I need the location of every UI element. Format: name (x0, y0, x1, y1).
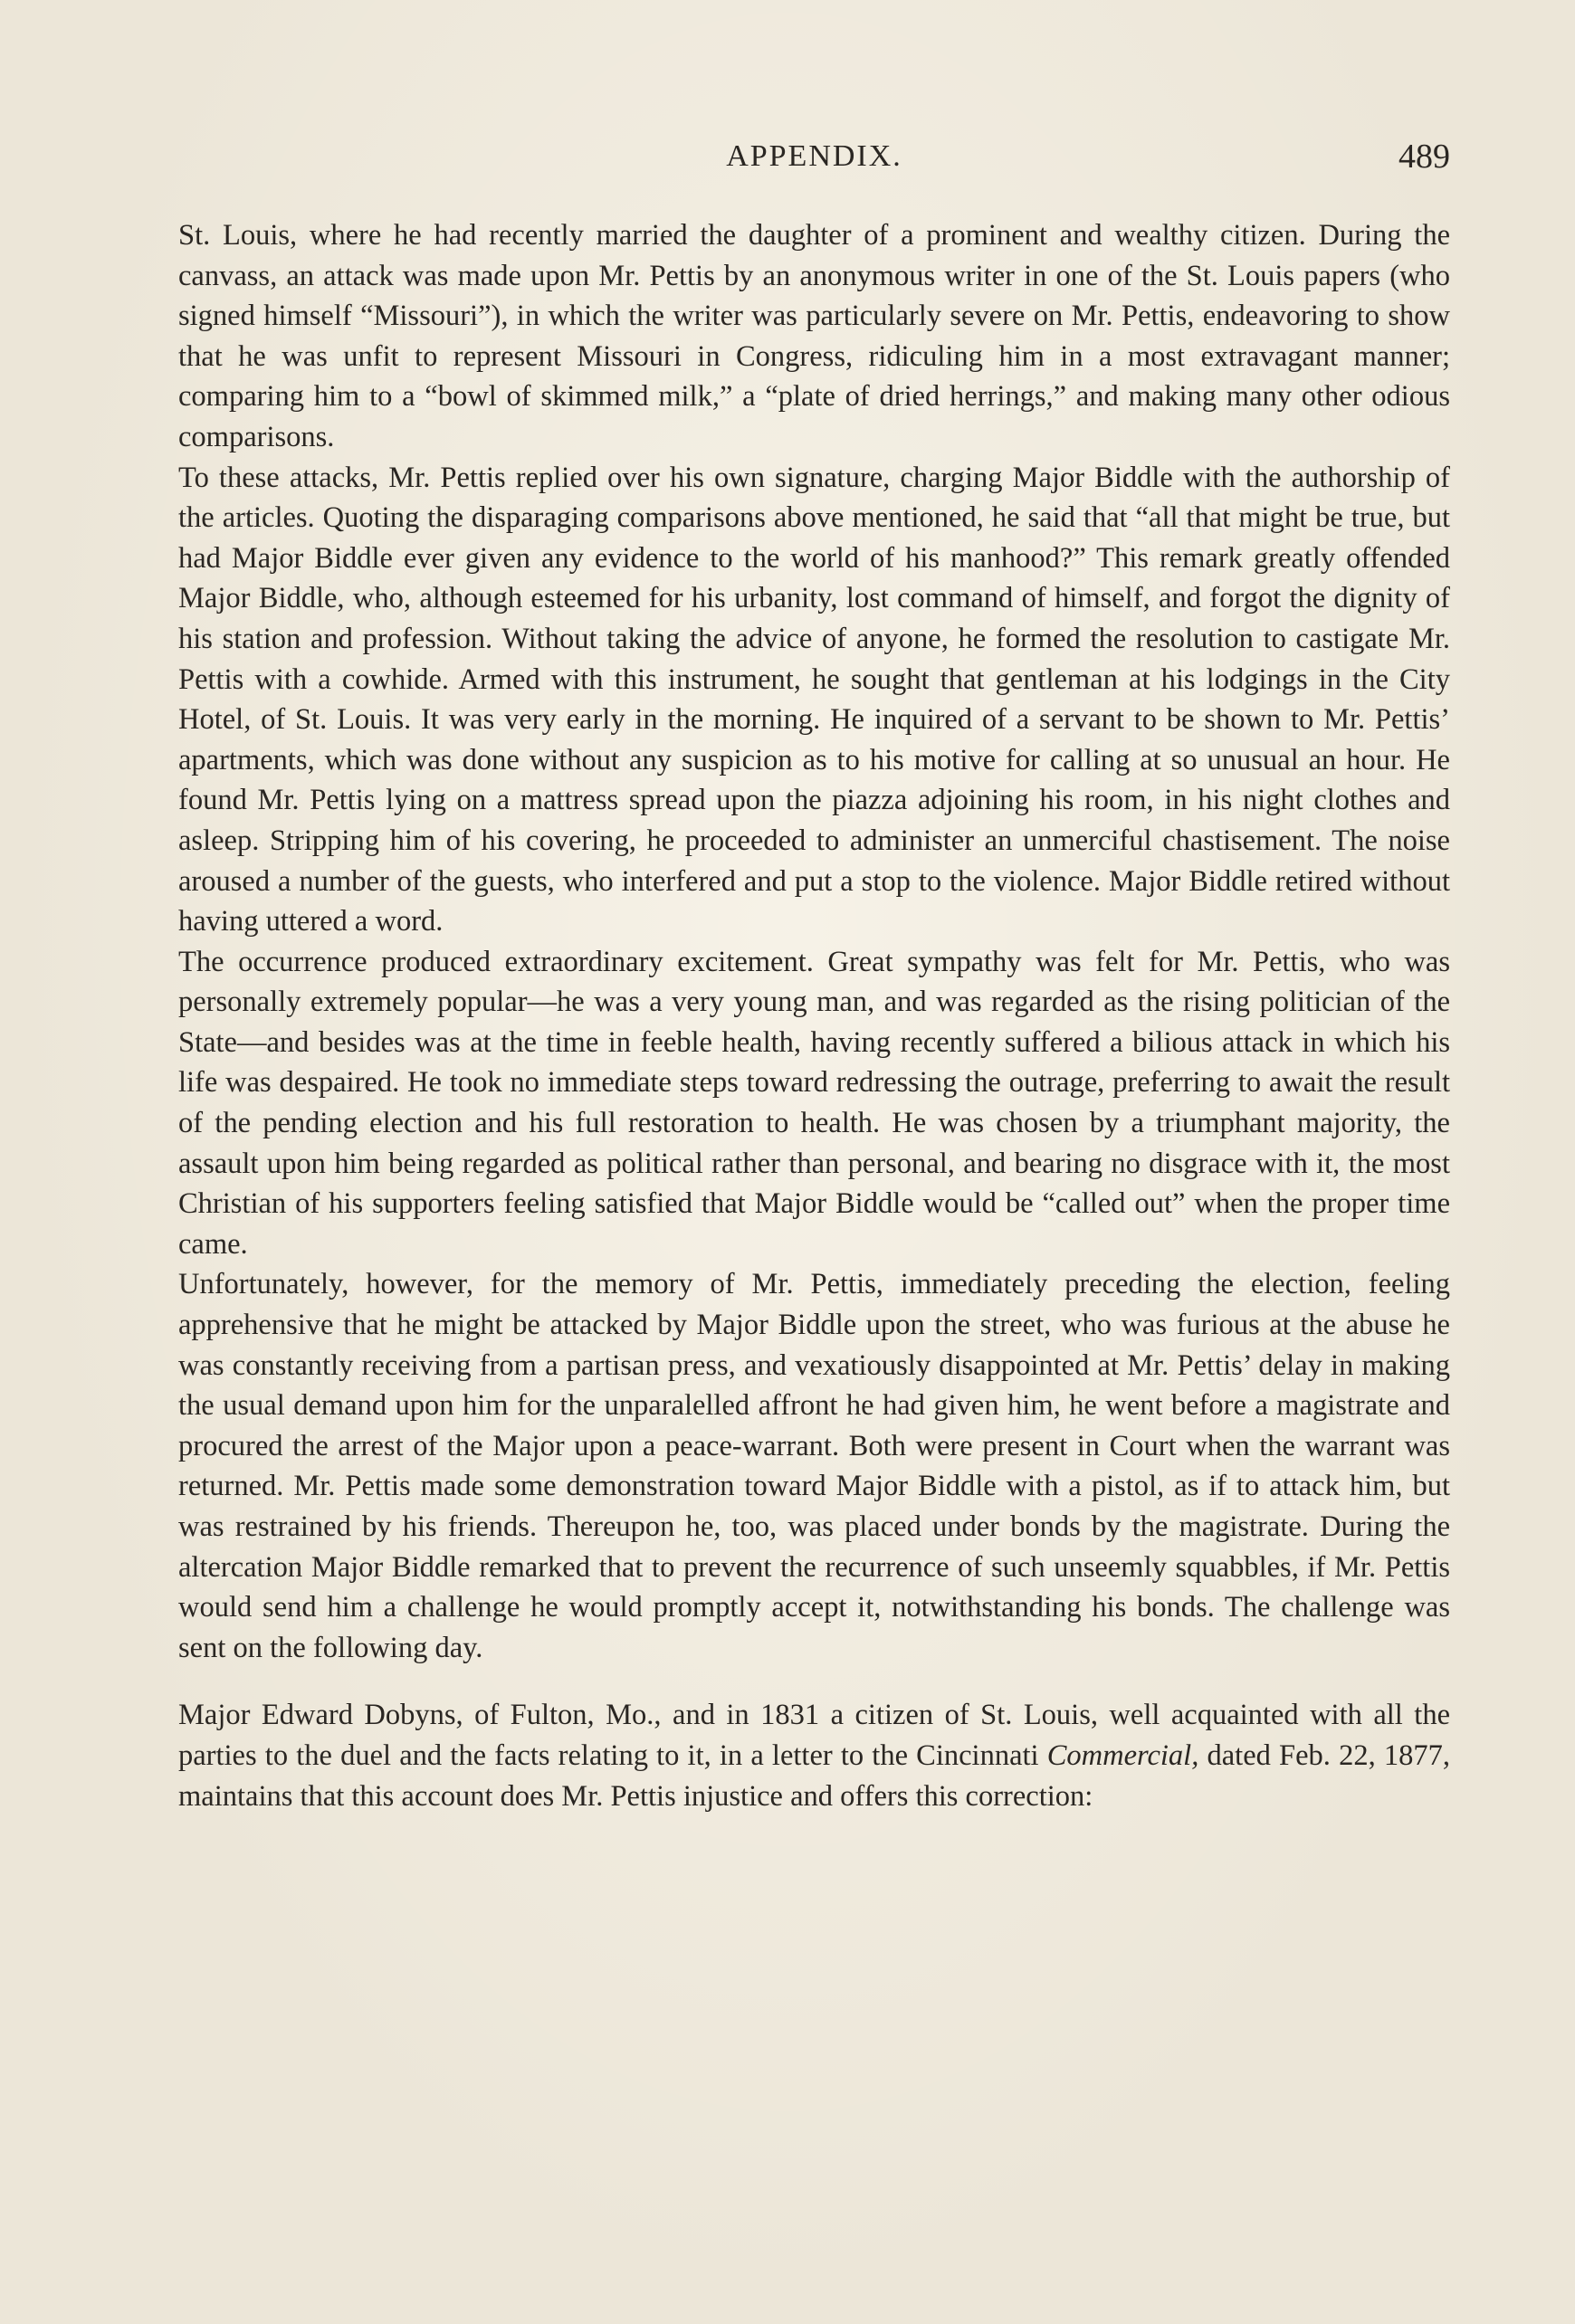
paragraph-1: St. Louis, where he had recently married the daughter of a prominent and wealthy citizen. During the canvass, an attack was made upon Mr. Pettis by an anonymous writer in one of the St. Louis papers (who signed himself “Missouri”), in which the writer was particularly severe on Mr. Pettis, endeavoring to show that he was unfit to represent Missouri in Congress, ridiculing him in a most extravagant manner; comparing him to a “bowl of skimmed milk,” a “plate of dried herrings,” and making many other odious comparisons. (178, 219, 1450, 453)
running-title: APPENDIX. (726, 139, 902, 173)
body-text (178, 215, 1450, 1816)
paragraph-5-text-b: dated Feb. 22, 1877, maintains that this account does Mr. Pettis injustice and offers this correction: (178, 1738, 1450, 1813)
running-head (178, 134, 1450, 179)
paragraph-5-text-a: Major Edward Dobyns, of Fulton, Mo., and in 1831 a citizen of St. Louis, well acquainted with all the parties to the duel and the facts relating to it, in a letter to the Cincinnati (178, 1699, 1450, 1772)
paragraph-2: To these attacks, Mr. Pettis replied over his own signature, charging Major Biddle with the authorship of the articles. Quoting the disparaging comparisons above mentioned, he said that “all that might be true, but had Major Biddle ever given any evidence to the world of his manhood?” This remark greatly offended Major Biddle, who, although esteemed for his urbanity, lost command of himself, and forgot the dignity of his station and profession. Without taking the advice of anyone, he formed the resolution to castigate Mr. Pettis with a cowhide. Armed with this instrument, he sought that gentleman at his lodgings in the City Hotel, of St. Louis. It was very early in the morning. He inquired of a servant to be shown to Mr. Pettis’ apartments, which was done without any suspicion as to his motive for calling at so unusual an hour. He found Mr. Pettis lying on a mattress spread upon the piazza adjoining his room, in his night clothes and asleep. Stripping him of his covering, he proceeded to administer an unmerciful chastisement. The noise aroused a number of the guests, who interfered and put a stop to the violence. Major Biddle retired without having uttered a word. (178, 461, 1450, 938)
page-number: 489 (1398, 138, 1450, 176)
paragraph-5 (178, 1695, 1450, 1816)
paragraph-4: Unfortunately, however, for the memory of Mr. Pettis, immediately preceding the election, feeling apprehensive that he might be attacked by Major Biddle upon the street, who was furious at the abuse he was constantly receiving from a partisan press, and vexatiously disappointed at Mr. Pettis’ delay in making the usual demand upon him for the unparalelled affront he had given him, he went before a magistrate and procured the arrest of the Major upon a peace-warrant. Both were present in Court when the warrant was returned. Mr. Pettis made some demonstration toward Major Biddle with a pistol, as if to attack him, but was restrained by his friends. Thereupon he, too, was placed under bonds by the magistrate. During the altercation Major Biddle remarked that to prevent the recurrence of such unseemly squabbles, if Mr. Pettis would send him a challenge he would promptly accept it, notwithstanding his bonds. The challenge was sent on the following day. (178, 1268, 1450, 1664)
newspaper-title: Commercial, (1046, 1738, 1199, 1772)
paragraph-3: The occurrence produced extraordinary excitement. Great sympathy was felt for Mr. Pettis, who was personally extremely popular—he was a very young man, and was regarded as the rising politician of the State—and besides was at the time in feeble health, having recently suffered a bilious attack in which his life was despaired. He took no immediate steps toward redressing the outrage, preferring to await the result of the pending election and his full restoration to health. He was chosen by a triumphant majority, the assault upon him being regarded as political rather than personal, and bearing no disgrace with it, the most Christian of his supporters feeling satisfied that Major Biddle would be “called out” when the proper time came. (178, 945, 1450, 1261)
